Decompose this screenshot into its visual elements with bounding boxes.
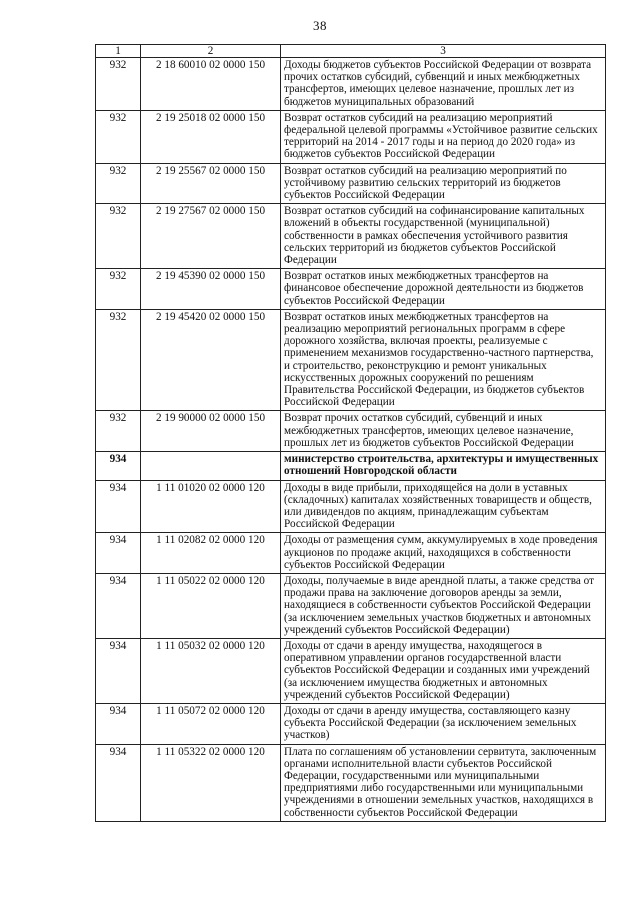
column-header-3: 3 bbox=[281, 45, 606, 58]
table-row bbox=[96, 533, 606, 574]
revenue-name-cell: Возврат прочих остатков субсидий, субвенций и иных межбюджетных трансфертов, имеющих целевое назначение, прошлых лет из бюджетов субъектов Российской Федерации bbox=[281, 411, 606, 452]
revenue-code-cell: 1 11 05022 02 0000 120 bbox=[141, 573, 281, 638]
revenue-name-cell: Возврат остатков иных межбюджетных трансфертов на реализацию мероприятий региональных программ в сфере дорожного хозяйства, включая проекты, реализуемые с применением механизмов государственно-частного партнерства, и строительство, реконструкцию и ремонт уникальных искусственных дорожных сооружений по решениям Правительства Российской Федерации, из бюджетов субъектов Российской Федерации bbox=[281, 309, 606, 411]
revenue-name-cell: Доходы бюджетов субъектов Российской Федерации от возврата прочих остатков субсидий, субвенций и иных межбюджетных трансфертов, имеющих целевое назначение, прошлых лет из бюджетов муниципальных образований bbox=[281, 58, 606, 111]
administrator-code-cell: 934 bbox=[96, 744, 141, 821]
administrator-code-cell: 932 bbox=[96, 110, 141, 163]
revenue-name-cell: Доходы от размещения сумм, аккумулируемых в ходе проведения аукционов по продаже акций, находящихся в собственности субъектов Российской Федерации bbox=[281, 533, 606, 574]
table-row bbox=[96, 204, 606, 269]
table-row bbox=[96, 744, 606, 821]
table-row bbox=[96, 309, 606, 411]
table-row bbox=[96, 452, 606, 480]
table-row bbox=[96, 411, 606, 452]
revenue-code-cell: 1 11 05322 02 0000 120 bbox=[141, 744, 281, 821]
revenue-name-cell: Плата по соглашениям об установлении сервитута, заключенным органами исполнительной власти субъектов Российской Федерации, государственными или муниципальными предприятиями либо государственными или муниципальными учреждениями в отношении земельных участков, находящихся в собственности субъектов Российской Федерации bbox=[281, 744, 606, 821]
column-header-1: 1 bbox=[96, 45, 141, 58]
table-row bbox=[96, 110, 606, 163]
revenue-code-cell bbox=[141, 452, 281, 480]
administrator-code-cell: 932 bbox=[96, 204, 141, 269]
revenue-code-cell: 2 19 27567 02 0000 150 bbox=[141, 204, 281, 269]
revenue-code-cell: 1 11 02082 02 0000 120 bbox=[141, 533, 281, 574]
revenue-code-cell: 2 19 25018 02 0000 150 bbox=[141, 110, 281, 163]
administrator-code-cell: 934 bbox=[96, 638, 141, 703]
revenue-code-cell: 2 19 90000 02 0000 150 bbox=[141, 411, 281, 452]
administrator-code-cell: 932 bbox=[96, 58, 141, 111]
administrator-code-cell: 934 bbox=[96, 452, 141, 480]
revenue-code-cell: 2 19 45390 02 0000 150 bbox=[141, 269, 281, 310]
administrator-code-cell: 934 bbox=[96, 573, 141, 638]
table-row bbox=[96, 480, 606, 533]
revenue-code-cell: 2 18 60010 02 0000 150 bbox=[141, 58, 281, 111]
page-number: 38 bbox=[313, 18, 327, 33]
revenue-code-cell: 1 11 01020 02 0000 120 bbox=[141, 480, 281, 533]
revenue-name-cell: Доходы, получаемые в виде арендной платы, а также средства от продажи права на заключение договоров аренды за земли, находящиеся в собственности субъектов Российской Федерации (за исключением земельных участков бюджетных и автономных учреждений субъектов Российской Федерации) bbox=[281, 573, 606, 638]
revenue-name-cell: Возврат остатков субсидий на софинансирование капитальных вложений в объекты государственной (муниципальной) собственности в рамках обеспечения устойчивого развития сельских территорий из бюджетов субъектов Российской Федерации bbox=[281, 204, 606, 269]
column-header-2: 2 bbox=[141, 45, 281, 58]
administrator-code-cell: 934 bbox=[96, 480, 141, 533]
revenue-codes-table bbox=[95, 44, 606, 822]
revenue-code-cell: 2 19 45420 02 0000 150 bbox=[141, 309, 281, 411]
revenue-name-cell: Доходы в виде прибыли, приходящейся на доли в уставных (складочных) капиталах хозяйственных товариществ и обществ, или дивидендов по акциям, принадлежащим субъектам Российской Федерации bbox=[281, 480, 606, 533]
table-header-row bbox=[96, 45, 606, 58]
administrator-code-cell: 932 bbox=[96, 309, 141, 411]
table-row bbox=[96, 638, 606, 703]
table-row bbox=[96, 163, 606, 204]
administrator-code-cell: 932 bbox=[96, 411, 141, 452]
revenue-name-cell: Возврат остатков субсидий на реализацию мероприятий федеральной целевой программы «Устойчивое развитие сельских территорий на 2014 - 2017 годы и на период до 2020 года» из бюджетов субъектов Российской Федерации bbox=[281, 110, 606, 163]
table-row bbox=[96, 703, 606, 744]
revenue-name-cell: Возврат остатков иных межбюджетных трансфертов на финансовое обеспечение дорожной деятельности из бюджетов субъектов Российской Федерации bbox=[281, 269, 606, 310]
revenue-name-cell: Возврат остатков субсидий на реализацию мероприятий по устойчивому развитию сельских территорий из бюджетов субъектов Российской Федерации bbox=[281, 163, 606, 204]
administrator-code-cell: 934 bbox=[96, 703, 141, 744]
revenue-name-cell: Доходы от сдачи в аренду имущества, находящегося в оперативном управлении органов государственной власти субъектов Российской Федерации и созданных ими учреждений (за исключением имущества бюджетных и автономных учреждений субъектов Российской Федерации) bbox=[281, 638, 606, 703]
revenue-code-cell: 1 11 05072 02 0000 120 bbox=[141, 703, 281, 744]
table-row bbox=[96, 58, 606, 111]
administrator-code-cell: 932 bbox=[96, 269, 141, 310]
revenue-code-cell: 2 19 25567 02 0000 150 bbox=[141, 163, 281, 204]
revenue-name-cell: министерство строительства, архитектуры и имущественных отношений Новгородской области bbox=[281, 452, 606, 480]
table-row bbox=[96, 573, 606, 638]
table-body bbox=[96, 58, 606, 822]
revenue-code-cell: 1 11 05032 02 0000 120 bbox=[141, 638, 281, 703]
administrator-code-cell: 934 bbox=[96, 533, 141, 574]
administrator-code-cell: 932 bbox=[96, 163, 141, 204]
revenue-name-cell: Доходы от сдачи в аренду имущества, составляющего казну субъекта Российской Федерации (за исключением земельных участков) bbox=[281, 703, 606, 744]
table-row bbox=[96, 269, 606, 310]
